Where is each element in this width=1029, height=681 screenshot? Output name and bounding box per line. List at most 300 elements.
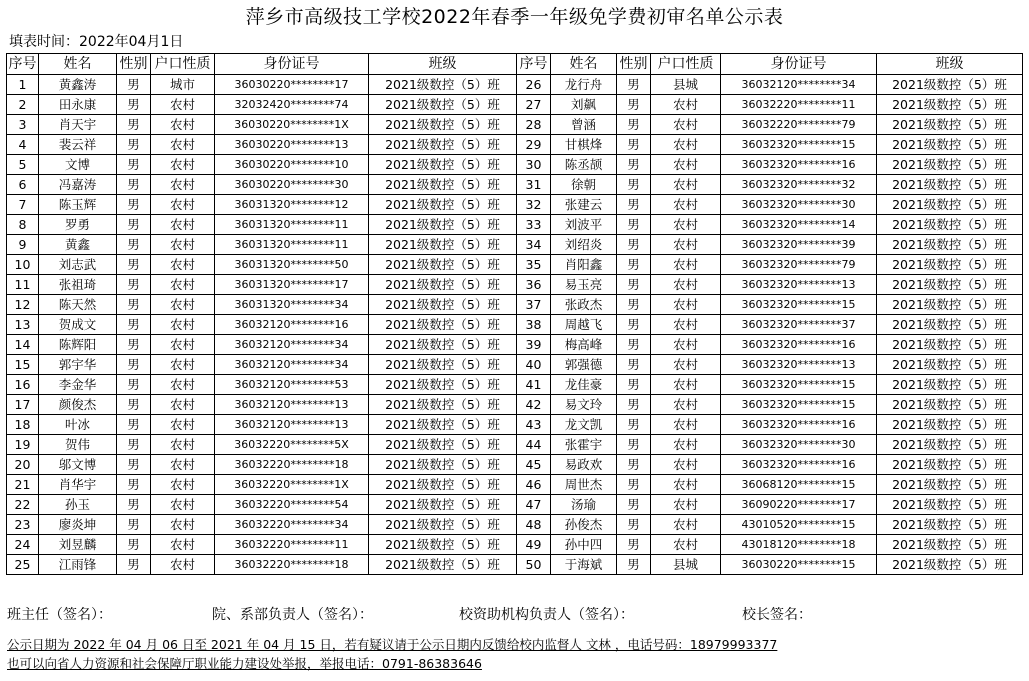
table-cell: 男 — [617, 535, 651, 555]
fill-date: 填表时间：2022年04月1日 — [9, 34, 184, 50]
table-cell: 36032120********13 — [215, 415, 369, 435]
table-cell: 梅高峰 — [551, 335, 617, 355]
table-cell: 2021级数控（5）班 — [877, 175, 1023, 195]
table-cell: 男 — [117, 375, 151, 395]
table-cell: 39 — [517, 335, 551, 355]
table-cell: 农村 — [151, 395, 215, 415]
table-cell: 男 — [617, 295, 651, 315]
table-cell: 19 — [7, 435, 39, 455]
table-cell: 2021级数控（5）班 — [369, 75, 517, 95]
table-cell: 肖天宇 — [39, 115, 117, 135]
table-row — [7, 275, 1023, 295]
table-cell: 11 — [7, 275, 39, 295]
table-cell: 2021级数控（5）班 — [877, 155, 1023, 175]
table-cell: 男 — [617, 395, 651, 415]
table-cell: 张政杰 — [551, 295, 617, 315]
table-cell: 32032420********74 — [215, 95, 369, 115]
table-cell: 男 — [117, 275, 151, 295]
table-cell: 2021级数控（5）班 — [369, 415, 517, 435]
table-row — [7, 475, 1023, 495]
table-cell: 张建云 — [551, 195, 617, 215]
table-cell: 龙行舟 — [551, 75, 617, 95]
table-cell: 男 — [617, 175, 651, 195]
table-cell: 郭宇华 — [39, 355, 117, 375]
table-cell: 49 — [517, 535, 551, 555]
table-cell: 易政欢 — [551, 455, 617, 475]
table-cell: 农村 — [151, 495, 215, 515]
table-cell: 36032320********13 — [721, 275, 877, 295]
table-cell: 农村 — [651, 275, 721, 295]
table-cell: 男 — [617, 355, 651, 375]
principal-signature: 校长签名： — [742, 607, 812, 623]
table-cell: 男 — [617, 255, 651, 275]
table-cell: 36030220********1X — [215, 115, 369, 135]
table-cell: 23 — [7, 515, 39, 535]
table-cell: 43010520********15 — [721, 515, 877, 535]
table-cell: 36030220********10 — [215, 155, 369, 175]
table-cell: 45 — [517, 455, 551, 475]
table-cell: 36032220********11 — [721, 95, 877, 115]
table-cell: 2021级数控（5）班 — [369, 375, 517, 395]
table-cell: 36032320********16 — [721, 455, 877, 475]
table-row — [7, 395, 1023, 415]
table-cell: 2021级数控（5）班 — [369, 115, 517, 135]
table-cell: 男 — [617, 495, 651, 515]
table-cell: 易文玲 — [551, 395, 617, 415]
table-cell: 36031320********50 — [215, 255, 369, 275]
table-cell: 36032320********15 — [721, 135, 877, 155]
table-cell: 24 — [7, 535, 39, 555]
table-cell: 10 — [7, 255, 39, 275]
table-cell: 男 — [117, 175, 151, 195]
table-cell: 2021级数控（5）班 — [877, 555, 1023, 575]
table-cell: 25 — [7, 555, 39, 575]
table-cell: 农村 — [651, 115, 721, 135]
table-cell: 43018120********18 — [721, 535, 877, 555]
table-cell: 农村 — [151, 275, 215, 295]
table-cell: 36032320********37 — [721, 315, 877, 335]
table-cell: 2021级数控（5）班 — [369, 455, 517, 475]
column-header: 姓名 — [551, 54, 617, 75]
table-cell: 36032320********13 — [721, 355, 877, 375]
table-cell: 龙佳豪 — [551, 375, 617, 395]
table-cell: 廖炎坤 — [39, 515, 117, 535]
table-cell: 农村 — [651, 215, 721, 235]
table-cell: 36032120********16 — [215, 315, 369, 335]
table-cell: 3 — [7, 115, 39, 135]
table-cell: 36032120********34 — [721, 75, 877, 95]
table-cell: 36030220********13 — [215, 135, 369, 155]
table-cell: 农村 — [151, 255, 215, 275]
table-cell: 2021级数控（5）班 — [877, 455, 1023, 475]
table-cell: 36032220********79 — [721, 115, 877, 135]
table-cell: 于海斌 — [551, 555, 617, 575]
table-cell: 36032120********34 — [215, 335, 369, 355]
table-cell: 36068120********15 — [721, 475, 877, 495]
table-cell: 肖阳鑫 — [551, 255, 617, 275]
table-cell: 江雨锋 — [39, 555, 117, 575]
table-cell: 男 — [117, 475, 151, 495]
table-cell: 36031320********11 — [215, 215, 369, 235]
table-cell: 男 — [117, 355, 151, 375]
table-cell: 农村 — [151, 375, 215, 395]
table-cell: 36030220********17 — [215, 75, 369, 95]
table-cell: 17 — [7, 395, 39, 415]
table-cell: 36032120********13 — [215, 395, 369, 415]
table-cell: 36030220********30 — [215, 175, 369, 195]
column-header: 身份证号 — [721, 54, 877, 75]
table-cell: 男 — [117, 95, 151, 115]
table-cell: 农村 — [651, 295, 721, 315]
table-cell: 18 — [7, 415, 39, 435]
table-cell: 2021级数控（5）班 — [877, 195, 1023, 215]
table-cell: 男 — [117, 115, 151, 135]
table-cell: 男 — [617, 75, 651, 95]
table-cell: 男 — [617, 475, 651, 495]
table-cell: 36032320********16 — [721, 335, 877, 355]
column-header: 身份证号 — [215, 54, 369, 75]
table-cell: 农村 — [651, 195, 721, 215]
table-cell: 2021级数控（5）班 — [369, 435, 517, 455]
table-cell: 36032320********15 — [721, 395, 877, 415]
table-cell: 12 — [7, 295, 39, 315]
table-cell: 44 — [517, 435, 551, 455]
table-cell: 徐朝 — [551, 175, 617, 195]
table-cell: 农村 — [151, 115, 215, 135]
table-row — [7, 215, 1023, 235]
table-row — [7, 295, 1023, 315]
table-cell: 农村 — [151, 455, 215, 475]
table-cell: 50 — [517, 555, 551, 575]
table-cell: 2021级数控（5）班 — [369, 255, 517, 275]
table-cell: 7 — [7, 195, 39, 215]
table-row — [7, 555, 1023, 575]
page-title: 萍乡市高级技工学校2022年春季一年级免学费初审名单公示表 — [245, 6, 784, 28]
table-cell: 叶冰 — [39, 415, 117, 435]
roster-body — [7, 75, 1023, 575]
table-cell: 刘昱麟 — [39, 535, 117, 555]
table-cell: 男 — [117, 555, 151, 575]
table-cell: 男 — [617, 215, 651, 235]
table-cell: 男 — [117, 415, 151, 435]
table-cell: 40 — [517, 355, 551, 375]
table-cell: 男 — [117, 255, 151, 275]
table-cell: 男 — [617, 275, 651, 295]
table-row — [7, 315, 1023, 335]
column-header: 户口性质 — [651, 54, 721, 75]
table-cell: 34 — [517, 235, 551, 255]
table-cell: 男 — [617, 95, 651, 115]
table-cell: 刘飙 — [551, 95, 617, 115]
table-cell: 郭强德 — [551, 355, 617, 375]
table-cell: 男 — [617, 115, 651, 135]
table-cell: 男 — [117, 215, 151, 235]
table-cell: 2021级数控（5）班 — [369, 235, 517, 255]
table-cell: 汤瑜 — [551, 495, 617, 515]
table-cell: 男 — [117, 535, 151, 555]
table-cell: 9 — [7, 235, 39, 255]
table-cell: 农村 — [651, 455, 721, 475]
table-cell: 2021级数控（5）班 — [369, 315, 517, 335]
table-cell: 46 — [517, 475, 551, 495]
table-cell: 男 — [117, 75, 151, 95]
table-cell: 36032320********32 — [721, 175, 877, 195]
table-cell: 36031320********12 — [215, 195, 369, 215]
table-cell: 2021级数控（5）班 — [877, 535, 1023, 555]
table-cell: 农村 — [151, 315, 215, 335]
table-row — [7, 375, 1023, 395]
table-cell: 张祖琦 — [39, 275, 117, 295]
table-cell: 农村 — [651, 255, 721, 275]
table-cell: 2021级数控（5）班 — [877, 275, 1023, 295]
table-cell: 陈玉辉 — [39, 195, 117, 215]
table-cell: 2021级数控（5）班 — [369, 95, 517, 115]
table-cell: 男 — [617, 155, 651, 175]
table-cell: 农村 — [651, 95, 721, 115]
table-cell: 农村 — [651, 175, 721, 195]
table-cell: 36030220********15 — [721, 555, 877, 575]
table-cell: 男 — [117, 155, 151, 175]
table-cell: 周世杰 — [551, 475, 617, 495]
table-cell: 5 — [7, 155, 39, 175]
column-header: 班级 — [369, 54, 517, 75]
table-cell: 农村 — [151, 355, 215, 375]
table-cell: 36032220********18 — [215, 455, 369, 475]
table-cell: 农村 — [651, 375, 721, 395]
column-header: 姓名 — [39, 54, 117, 75]
table-cell: 男 — [117, 515, 151, 535]
table-cell: 孙玉 — [39, 495, 117, 515]
column-header: 性别 — [117, 54, 151, 75]
table-cell: 30 — [517, 155, 551, 175]
table-cell: 男 — [617, 135, 651, 155]
table-cell: 龙文凯 — [551, 415, 617, 435]
table-cell: 27 — [517, 95, 551, 115]
table-cell: 张霍宇 — [551, 435, 617, 455]
table-cell: 田永康 — [39, 95, 117, 115]
table-cell: 农村 — [651, 155, 721, 175]
table-cell: 农村 — [151, 95, 215, 115]
table-cell: 48 — [517, 515, 551, 535]
table-row — [7, 135, 1023, 155]
table-cell: 36032220********18 — [215, 555, 369, 575]
table-cell: 农村 — [651, 435, 721, 455]
table-cell: 男 — [617, 315, 651, 335]
column-header: 班级 — [877, 54, 1023, 75]
table-cell: 21 — [7, 475, 39, 495]
table-cell: 2021级数控（5）班 — [369, 475, 517, 495]
table-cell: 2021级数控（5）班 — [877, 435, 1023, 455]
column-header: 序号 — [7, 54, 39, 75]
table-cell: 36 — [517, 275, 551, 295]
table-cell: 2021级数控（5）班 — [369, 515, 517, 535]
table-cell: 刘志武 — [39, 255, 117, 275]
table-row — [7, 175, 1023, 195]
table-cell: 22 — [7, 495, 39, 515]
table-cell: 36032320********16 — [721, 415, 877, 435]
table-cell: 36032320********79 — [721, 255, 877, 275]
table-cell: 农村 — [151, 435, 215, 455]
table-cell: 农村 — [151, 195, 215, 215]
table-cell: 36032220********5X — [215, 435, 369, 455]
table-cell: 农村 — [651, 315, 721, 335]
table-cell: 孙俊杰 — [551, 515, 617, 535]
table-cell: 农村 — [651, 495, 721, 515]
table-cell: 2021级数控（5）班 — [877, 495, 1023, 515]
department-signature: 院、系部负责人（签名）： — [212, 607, 373, 623]
table-cell: 2021级数控（5）班 — [369, 215, 517, 235]
table-row — [7, 495, 1023, 515]
table-cell: 男 — [617, 455, 651, 475]
table-cell: 37 — [517, 295, 551, 315]
column-header: 序号 — [517, 54, 551, 75]
notice-report: 也可以向省人力资源和社会保障厅职业能力建设处举报，举报电话：0791-86383646 — [7, 656, 482, 671]
table-cell: 2021级数控（5）班 — [369, 495, 517, 515]
table-cell: 2021级数控（5）班 — [877, 315, 1023, 335]
table-cell: 36032120********53 — [215, 375, 369, 395]
table-cell: 36032320********30 — [721, 195, 877, 215]
table-cell: 李金华 — [39, 375, 117, 395]
table-cell: 农村 — [151, 175, 215, 195]
header-row — [7, 54, 1023, 75]
table-cell: 男 — [117, 295, 151, 315]
table-cell: 6 — [7, 175, 39, 195]
table-cell: 41 — [517, 375, 551, 395]
table-cell: 男 — [117, 235, 151, 255]
table-cell: 36032320********15 — [721, 295, 877, 315]
table-cell: 2021级数控（5）班 — [369, 535, 517, 555]
table-cell: 贺成文 — [39, 315, 117, 335]
table-cell: 8 — [7, 215, 39, 235]
table-cell: 29 — [517, 135, 551, 155]
table-row — [7, 255, 1023, 275]
table-cell: 孙中四 — [551, 535, 617, 555]
table-cell: 文博 — [39, 155, 117, 175]
table-cell: 农村 — [651, 395, 721, 415]
table-cell: 2021级数控（5）班 — [877, 235, 1023, 255]
table-cell: 2021级数控（5）班 — [877, 515, 1023, 535]
roster-table — [6, 53, 1023, 575]
table-cell: 36032320********15 — [721, 375, 877, 395]
table-cell: 38 — [517, 315, 551, 335]
signature-line — [0, 604, 1029, 624]
table-cell: 农村 — [151, 535, 215, 555]
table-cell: 2021级数控（5）班 — [369, 355, 517, 375]
table-cell: 男 — [617, 555, 651, 575]
table-cell: 陈辉阳 — [39, 335, 117, 355]
table-cell: 42 — [517, 395, 551, 415]
table-cell: 农村 — [151, 295, 215, 315]
table-cell: 13 — [7, 315, 39, 335]
roster-header — [7, 54, 1023, 75]
table-row — [7, 515, 1023, 535]
table-cell: 2021级数控（5）班 — [877, 355, 1023, 375]
table-row — [7, 535, 1023, 555]
table-row — [7, 95, 1023, 115]
table-cell: 城市 — [151, 75, 215, 95]
table-cell: 28 — [517, 115, 551, 135]
table-cell: 农村 — [651, 515, 721, 535]
table-cell: 男 — [617, 375, 651, 395]
table-cell: 2021级数控（5）班 — [369, 275, 517, 295]
table-cell: 农村 — [151, 135, 215, 155]
table-cell: 36032320********39 — [721, 235, 877, 255]
table-cell: 43 — [517, 415, 551, 435]
table-cell: 36032120********34 — [215, 355, 369, 375]
table-cell: 2021级数控（5）班 — [877, 135, 1023, 155]
table-cell: 农村 — [651, 135, 721, 155]
table-row — [7, 455, 1023, 475]
table-cell: 农村 — [651, 355, 721, 375]
table-cell: 农村 — [651, 235, 721, 255]
table-cell: 刘绍炎 — [551, 235, 617, 255]
table-cell: 农村 — [651, 415, 721, 435]
table-cell: 农村 — [151, 515, 215, 535]
table-cell: 36032320********30 — [721, 435, 877, 455]
table-row — [7, 355, 1023, 375]
column-header: 户口性质 — [151, 54, 215, 75]
table-cell: 2 — [7, 95, 39, 115]
table-cell: 农村 — [151, 235, 215, 255]
table-cell: 裴云祥 — [39, 135, 117, 155]
table-row — [7, 75, 1023, 95]
column-header: 性别 — [617, 54, 651, 75]
table-cell: 36032320********16 — [721, 155, 877, 175]
table-cell: 陈丞颉 — [551, 155, 617, 175]
table-cell: 2021级数控（5）班 — [877, 295, 1023, 315]
table-cell: 1 — [7, 75, 39, 95]
table-cell: 农村 — [151, 555, 215, 575]
table-cell: 2021级数控（5）班 — [369, 295, 517, 315]
table-cell: 36031320********11 — [215, 235, 369, 255]
table-cell: 农村 — [651, 475, 721, 495]
head-teacher-signature: 班主任（签名）： — [7, 607, 112, 623]
table-cell: 农村 — [151, 415, 215, 435]
table-cell: 黄鑫 — [39, 235, 117, 255]
table-row — [7, 415, 1023, 435]
table-cell: 周越飞 — [551, 315, 617, 335]
table-cell: 2021级数控（5）班 — [877, 335, 1023, 355]
table-cell: 33 — [517, 215, 551, 235]
table-cell: 2021级数控（5）班 — [369, 135, 517, 155]
table-row — [7, 335, 1023, 355]
table-cell: 32 — [517, 195, 551, 215]
table-cell: 农村 — [151, 335, 215, 355]
table-cell: 男 — [617, 515, 651, 535]
table-cell: 2021级数控（5）班 — [877, 215, 1023, 235]
table-cell: 男 — [617, 195, 651, 215]
table-cell: 2021级数控（5）班 — [877, 255, 1023, 275]
table-cell: 县城 — [651, 555, 721, 575]
table-row — [7, 195, 1023, 215]
table-cell: 男 — [617, 235, 651, 255]
table-cell: 2021级数控（5）班 — [877, 375, 1023, 395]
table-cell: 2021级数控（5）班 — [877, 475, 1023, 495]
table-cell: 农村 — [151, 215, 215, 235]
table-cell: 农村 — [151, 155, 215, 175]
table-cell: 农村 — [651, 535, 721, 555]
table-cell: 刘波平 — [551, 215, 617, 235]
table-cell: 男 — [117, 455, 151, 475]
table-cell: 男 — [117, 195, 151, 215]
table-cell: 26 — [517, 75, 551, 95]
table-cell: 2021级数控（5）班 — [369, 335, 517, 355]
table-row — [7, 235, 1023, 255]
table-cell: 冯嘉涛 — [39, 175, 117, 195]
table-cell: 男 — [617, 435, 651, 455]
table-cell: 陈天然 — [39, 295, 117, 315]
table-row — [7, 155, 1023, 175]
